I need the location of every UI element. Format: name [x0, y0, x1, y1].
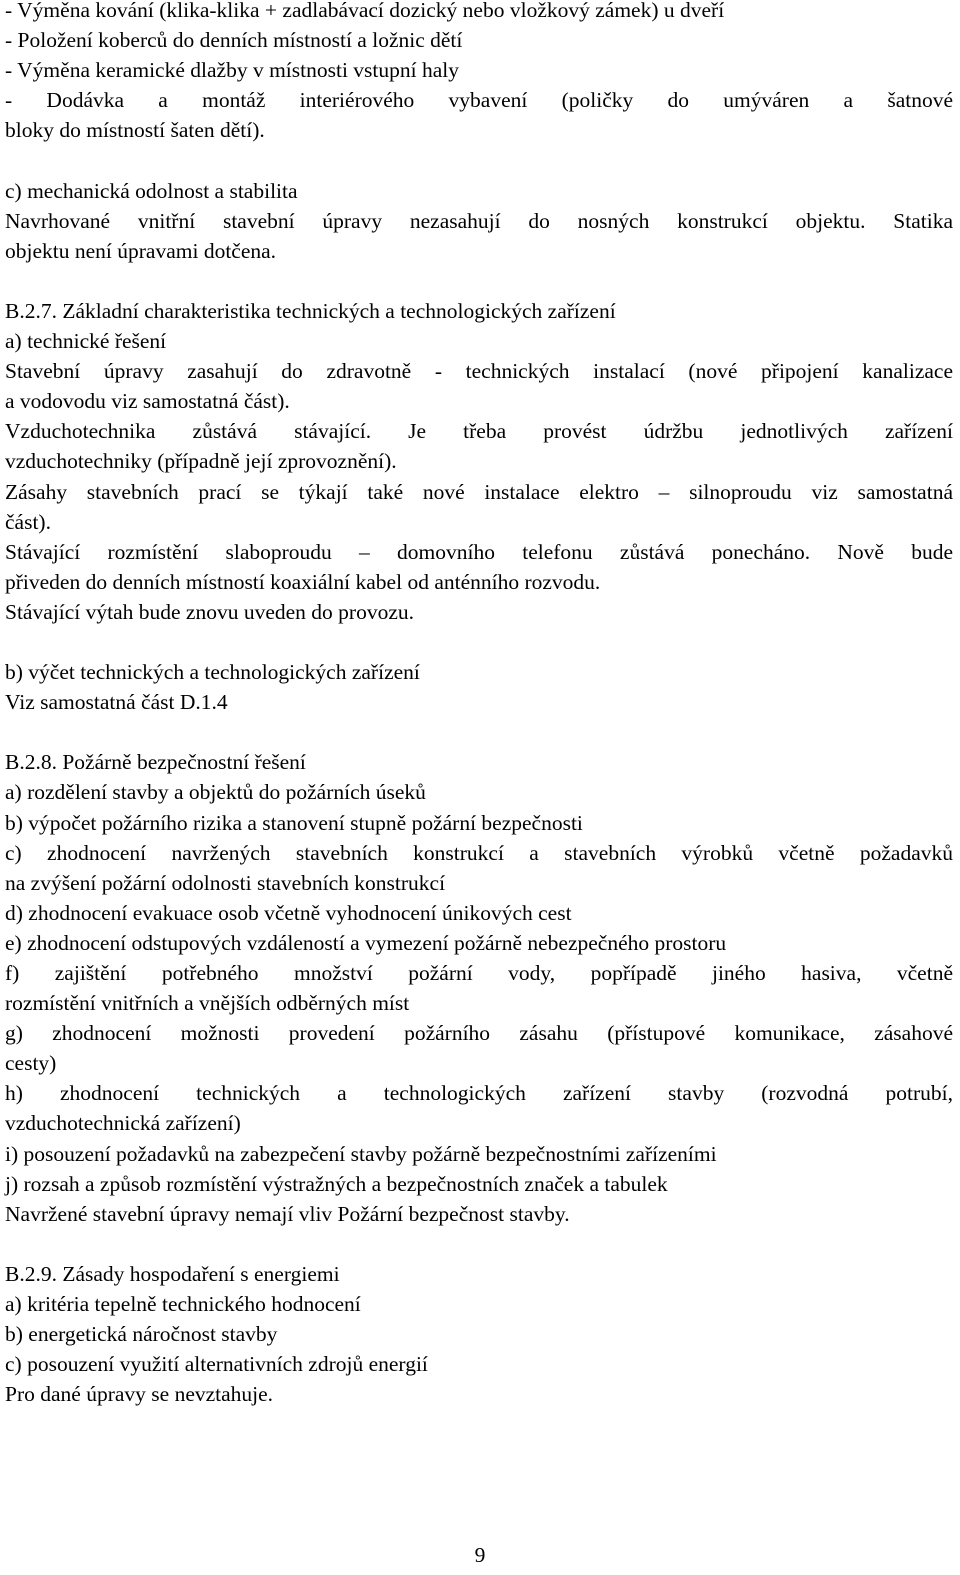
- list-item: e) zhodnocení odstupových vzdáleností a vymezení požárně nebezpečného prostoru: [5, 930, 727, 955]
- spacer: [5, 627, 953, 657]
- document-page: [5, 0, 953, 1409]
- page-number: 9: [474, 1543, 486, 1567]
- section-b27: [5, 296, 953, 717]
- section-heading: B.2.8. Požárně bezpečnostní řešení: [5, 750, 306, 775]
- paragraph-line: přiveden do denních místností koaxiální kabel od anténního rozvodu.: [5, 569, 601, 594]
- list-item: h) zhodnocení technických a technologických zařízení stavby (rozvodná potrubí,: [5, 1081, 953, 1106]
- section-heading: B.2.9. Zásady hospodaření s energiemi: [5, 1261, 340, 1286]
- paragraph-line: vzduchotechniky (případně její zprovoznění).: [5, 449, 397, 474]
- list-item: d) zhodnocení evakuace osob včetně vyhodnocení únikových cest: [5, 900, 572, 925]
- paragraph-line: Pro dané úpravy se nevztahuje.: [5, 1382, 274, 1407]
- spacer: [5, 717, 953, 747]
- paragraph-line: a vodovodu viz samostatná část).: [5, 389, 290, 414]
- spacer: [5, 1229, 953, 1259]
- bullet-item: - Položení koberců do denních místností a ložnic dětí: [5, 28, 463, 53]
- list-item: vzduchotechnická zařízení): [5, 1111, 241, 1136]
- bullet-list: [5, 0, 953, 145]
- paragraph-line: Navrhované vnitřní stavební úpravy nezasahují do nosných konstrukcí objektu. Statika: [5, 208, 953, 233]
- section-c-stability: [5, 176, 953, 266]
- list-item: a) rozdělení stavby a objektů do požárních úseků: [5, 780, 426, 805]
- list-item: i) posouzení požadavků na zabezpečení stavby požárně bezpečnostními zařízeními: [5, 1141, 717, 1166]
- section-heading: B.2.7. Základní charakteristika technických a technologických zařízení: [5, 298, 616, 323]
- list-item: g) zhodnocení možnosti provedení požárního zásahu (přístupové komunikace, zásahové: [5, 1021, 953, 1046]
- section-b28: [5, 747, 953, 1229]
- subsection-heading: b) výčet technických a technologických zařízení: [5, 660, 420, 685]
- spacer: [5, 266, 953, 296]
- list-item: f) zajištění potřebného množství požární vody, popřípadě jiného hasiva, včetně: [5, 961, 953, 985]
- spacer: [5, 145, 953, 175]
- paragraph-line: část).: [5, 509, 51, 534]
- subsection-heading: a) technické řešení: [5, 329, 167, 354]
- list-item: c) posouzení využití alternativních zdrojů energií: [5, 1352, 428, 1377]
- bullet-item: - Dodávka a montáž interiérového vybavení (poličky do umýváren a šatnové: [5, 88, 953, 113]
- list-item: cesty): [5, 1051, 57, 1076]
- paragraph-line: Stavební úpravy zasahují do zdravotně - technických instalací (nové připojení kanalizace: [5, 359, 953, 384]
- paragraph-line: objektu není úpravami dotčena.: [5, 238, 277, 263]
- bullet-item: - Výměna keramické dlažby v místnosti vstupní haly: [5, 58, 459, 83]
- section-b29: [5, 1259, 953, 1409]
- bullet-item: - Výměna kování (klika-klika + zadlabávací dozický nebo vložkový zámek) u dveří: [5, 0, 725, 22]
- paragraph-line: Viz samostatná část D.1.4: [5, 690, 228, 715]
- paragraph-line: Stávající výtah bude znovu uveden do provozu.: [5, 599, 414, 624]
- list-item: b) výpočet požárního rizika a stanovení stupně požární bezpečnosti: [5, 810, 583, 835]
- paragraph-line: Zásahy stavebních prací se týkají také nové instalace elektro – silnoproudu viz samostatná: [5, 479, 953, 504]
- bullet-item-continuation: bloky do místností šaten dětí).: [5, 118, 265, 143]
- paragraph-line: Vzduchotechnika zůstává stávající. Je třeba provést údržbu jednotlivých zařízení: [5, 419, 953, 444]
- list-item: a) kritéria tepelně technického hodnocení: [5, 1292, 361, 1317]
- list-item: c) zhodnocení navržených stavebních konstrukcí a stavebních výrobků včetně požadavků: [5, 840, 953, 865]
- list-item: j) rozsah a způsob rozmístění výstražných a bezpečnostních značek a tabulek: [5, 1171, 668, 1196]
- list-item: rozmístění vnitřních a vnějších odběrných míst: [5, 991, 410, 1016]
- section-heading: c) mechanická odolnost a stabilita: [5, 178, 298, 203]
- list-item: na zvýšení požární odolnosti stavebních konstrukcí: [5, 870, 446, 895]
- paragraph-line: Stávající rozmístění slaboproudu – domovního telefonu zůstává ponecháno. Nově bude: [5, 539, 953, 564]
- list-item: b) energetická náročnost stavby: [5, 1322, 278, 1347]
- paragraph-line: Navržené stavební úpravy nemají vliv Požární bezpečnost stavby.: [5, 1201, 570, 1226]
